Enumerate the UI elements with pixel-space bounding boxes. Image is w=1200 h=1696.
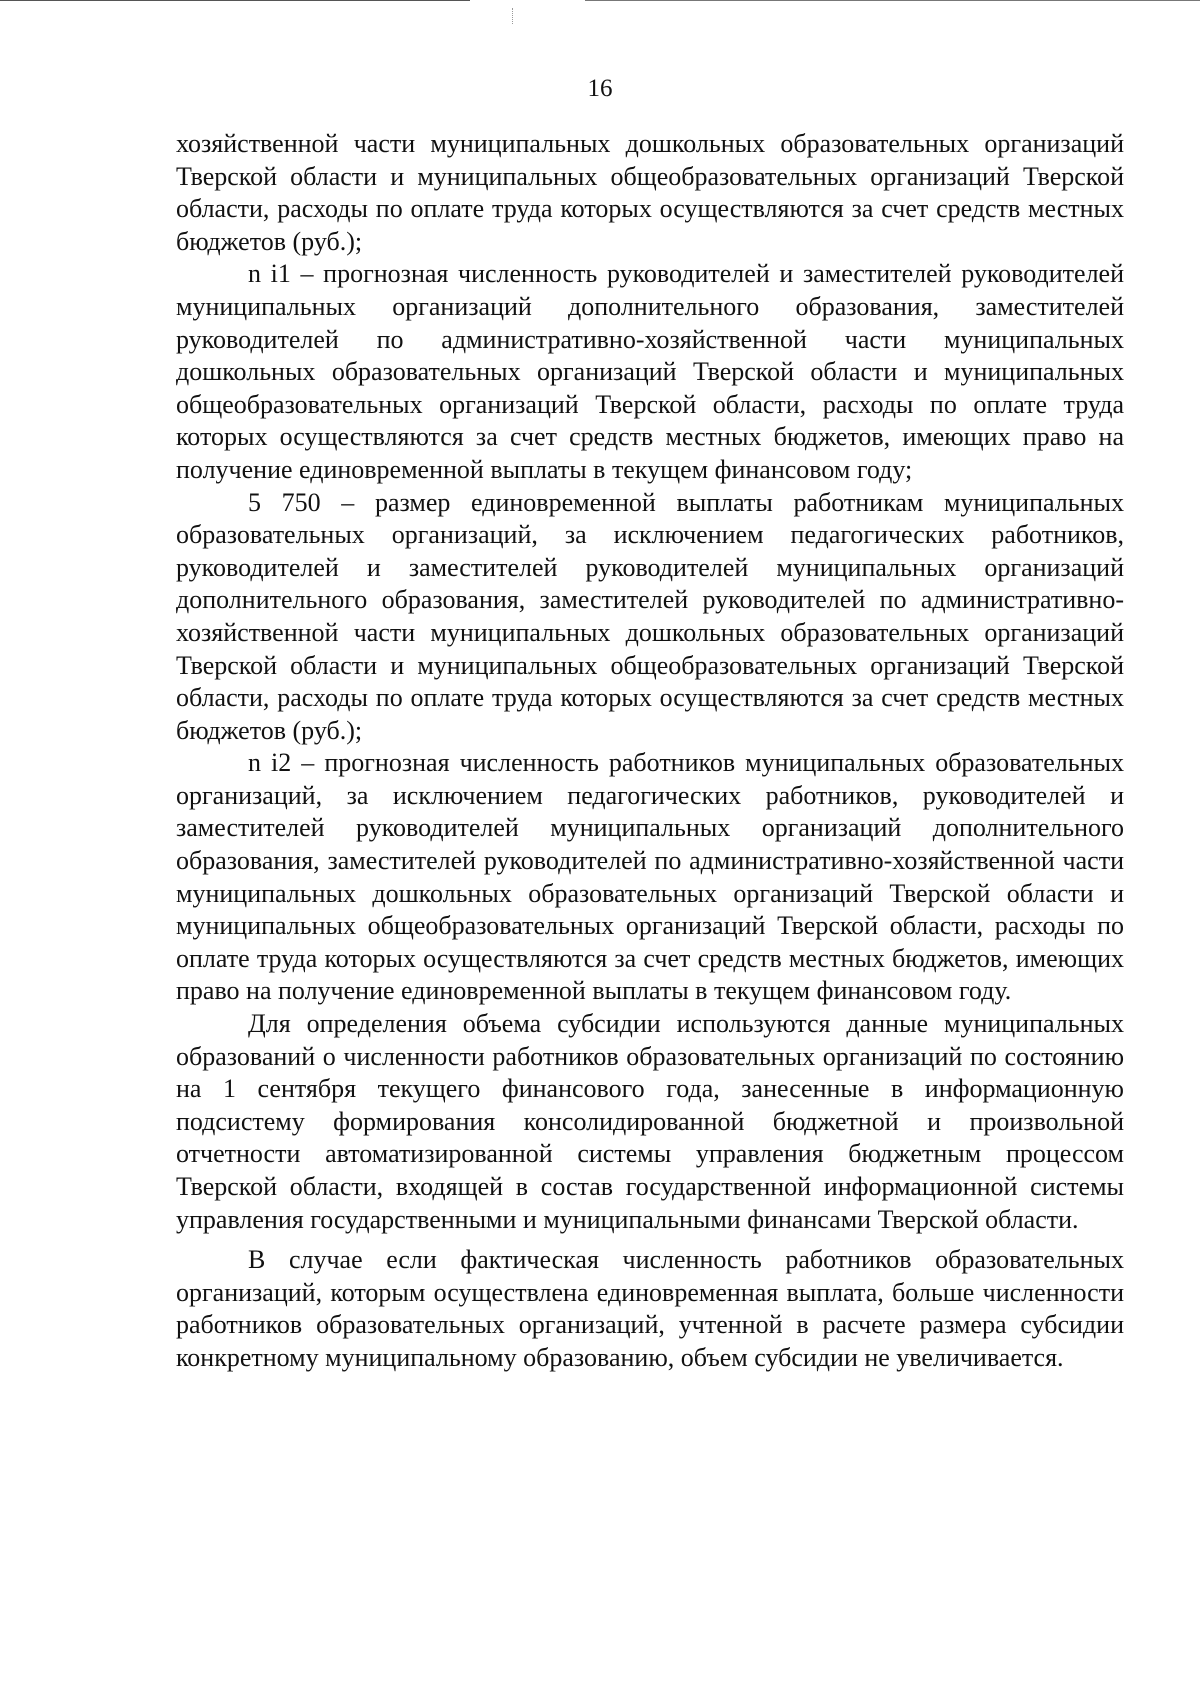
- paragraph-n-i2: n i2 – прогнозная численность работников муниципальных образовательных организаций, за исключением педагогических работников, руководителей и заместителей руководителей муниципальных организаций дополнительного образования, заместителей руководителей по административно-хозяйственной части муниципальных дошкольных образовательных организаций Тверской области и муниципальных общеобразовательных организаций Тверской области, расходы по оплате труда которых осуществляются за счет средств местных бюджетов, имеющих право на получение единовременной выплаты в текущем финансовом году.: [176, 748, 1124, 1006]
- scan-edge-line: [0, 0, 470, 1]
- scan-edge-line-right: [585, 0, 1200, 1]
- paragraph-5750: 5 750 – размер единовременной выплаты работникам муниципальных образовательных организаций, за исключением педагогических работников, руководителей и заместителей руководителей муниципальных организаций дополнительного образования, заместителей руководителей по административно-хозяйственной части муниципальных дошкольных образовательных организаций Тверской области и муниципальных общеобразовательных организаций Тверской области, расходы по оплате труда которых осуществляются за счет средств местных бюджетов (руб.);: [176, 487, 1124, 745]
- page-number: 16: [587, 75, 613, 102]
- document-body: [176, 128, 1124, 1375]
- scan-artifact: [512, 8, 514, 24]
- paragraph-subsidy-not-increased: В случае если фактическая численность работников образовательных организаций, которым осуществлена единовременная выплата, больше численности работников образовательных организаций, учтенной в расчете размера субсидии конкретному муниципальному образованию, объем субсидии не увеличивается.: [176, 1245, 1124, 1372]
- paragraph-data-source: Для определения объема субсидии используются данные муниципальных образований о численности работников образовательных организаций по состоянию на 1 сентября текущего финансового года, занесенные в информационную подсистему формирования консолидированной бюджетной и произвольной отчетности автоматизированной системы управления бюджетным процессом Тверской области, входящей в состав государственной информационной системы управления государственными и муниципальными финансами Тверской области.: [176, 1009, 1124, 1234]
- paragraph-n-i1: n i1 – прогнозная численность руководителей и заместителей руководителей муниципальных организаций дополнительного образования, заместителей руководителей по административно-хозяйственной части муниципальных дошкольных образовательных организаций Тверской области и муниципальных общеобразовательных организаций Тверской области, расходы по оплате труда которых осуществляются за счет средств местных бюджетов, имеющих право на получение единовременной выплаты в текущем финансовом году;: [176, 259, 1124, 484]
- paragraph-continuation: хозяйственной части муниципальных дошкольных образовательных организаций Тверской области и муниципальных общеобразовательных организаций Тверской области, расходы по оплате труда которых осуществляются за счет средств местных бюджетов (руб.);: [176, 129, 1124, 256]
